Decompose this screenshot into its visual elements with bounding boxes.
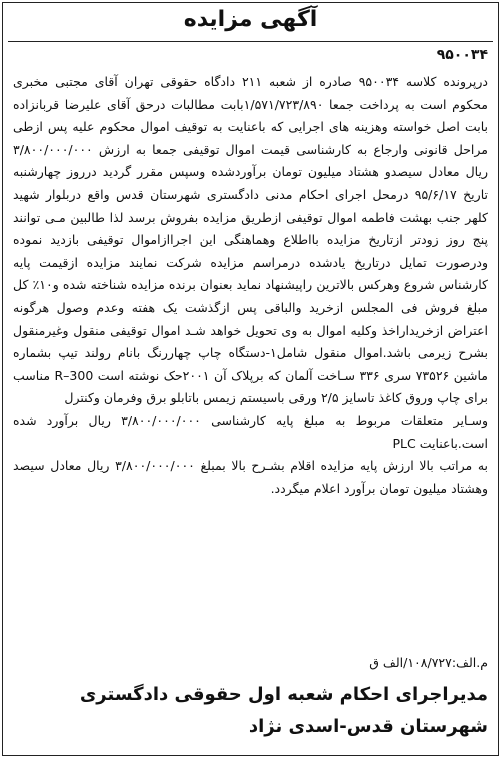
signature-line-2: شهرستان قدس-اسدی نژاد bbox=[248, 716, 488, 737]
reference-number: م.الف:۱۰۸/۷۲۷/الف ق bbox=[369, 655, 488, 670]
title-divider bbox=[8, 41, 493, 42]
notice-paragraph-1: درپرونده کلاسه ۹۵۰۰۳۴ صادره از شعبه ۲۱۱ دادگاه حقوقی تهران آقای مجتبی مخبری محکوم است به پرداخت جمعا ۱/۵۷۱/۷۲۳/۸۹۰بابت مطالبات درحق آقای علیرضا قربانزاده بابت اصل خواسته وهزینه های اجرایی که باعنایت به توقیف اموال محکوم علیه پس ازطی مراحل قانونی وارجاع به کارشناسی قیمت اموال توقیفی جمعا به ارزش ۳/۸۰۰/۰۰۰/۰۰۰ ریال معادل سیصدو هشتاد میلیون تومان برآوردشده وسپس مقرر گردید درروز چهارشنبه تاریخ ۹۵/۶/۱۷ درمحل اجرای احکام مدنی دادگستری شهرستان قدس واقع دربلوار شهید کلهر جنب بهشت فاطمه اموال توقیفی ازطریق مزایده بفروش برسد لذا طالبین مـی توانند پنج روز زودتر ازتاریخ مزایده بااطلاع وهماهنگی این اجراازاموال توقیفی بازدید نموده ودرصورت تمایل درتاریخ یادشده درمراسم مزایده شرکت نمایند مزایده ازقیمت پایه کارشناس شروع وهرکس بالاترین راپیشنهاد نماید بعنوان برنده مزایده شناخته شده و۱۰٪ کل مبلغ فروش فی المجلس ازخرید والباقی پس ازگذشت یک هفته وعدم وصول هرگونه اعتراض ازخریداراخذ وکلیه اموال به وی تحویل خواهد شـد اموال توقیفی منقول وغیرمنقول بشرح زیرمی باشد.اموال منقول شامل۱-دستگاه چاپ چهاررنگ بانام رولند تیپ بشماره ماشین ۷۳۵۲۶ سری ۳۳۶ سـاخت آلمان که برپلاک آن ۲۰۰۱حک نوشته است R–300 مناسب برای چاپ وروق کاغذ تاسایز ۲/۵ ورقی باسیستم زیمس باتابلو برق وفرمان وکنترل bbox=[13, 74, 488, 406]
case-number: ۹۵۰۰۳۴ bbox=[436, 47, 488, 63]
signature-block bbox=[13, 679, 488, 743]
notice-paragraph-2: وسـایر متعلقات مربوط به مبلغ پایه کارشناسی ۳/۸۰۰/۰۰۰/۰۰۰ ریال برآورد شده است.باعنایت PLC bbox=[13, 412, 488, 451]
notice-body bbox=[13, 71, 488, 500]
notice-title: آگهی مزایده bbox=[183, 7, 318, 32]
signature-line-1: مدیراجرای احکام شعبه اول حقوقی دادگستری bbox=[79, 684, 488, 705]
notice-frame bbox=[2, 2, 499, 756]
notice-paragraph-3: به مراتب بالا ارزش پایه مزایده اقلام بشـرح بالا بمبلغ ۳/۸۰۰/۰۰۰/۰۰۰ ریال معادل سیصد وهشتاد میلیون تومان برآورد اعلام میگردد. bbox=[13, 458, 488, 496]
